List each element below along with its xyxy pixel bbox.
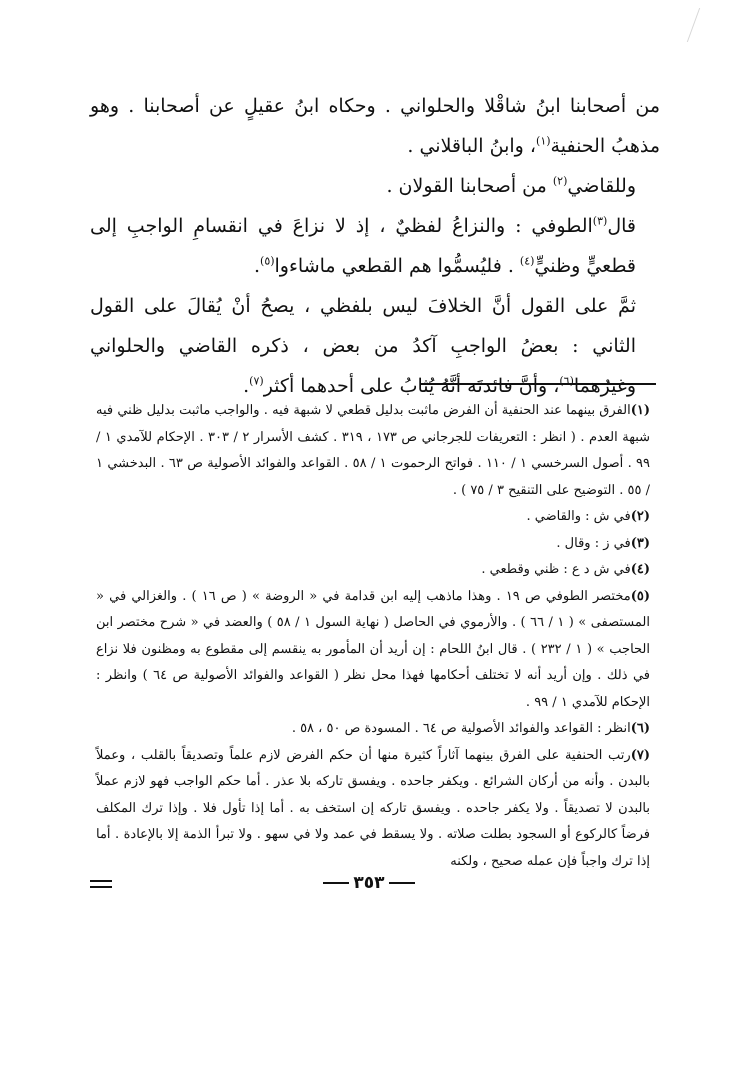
page-number-dash [323, 882, 349, 884]
footnote-3: (٣)في ز : وقال . [556, 535, 650, 551]
footnote-ref-3[interactable]: (٣) [592, 214, 608, 228]
paragraph-3: قال$^{(٣)}$الطوفي : والنزاعُ لفظيٌ ، إذ لا نزاعَ في انقسامِ الواجبِ إلى قطعيٍّ وظنيٍّ$^{(٤)}$ . فليُسمُّوا هم القطعي ماشاءوا$^{(٥)}$. [90, 214, 636, 277]
paragraph-1: من أصحابنا ابنُ شاقْلا والحلواني . وحكاه ابنُ عقيلٍ عن أصحابنا . وهو مذهبُ الحنفية$^{(١)}$، وابنُ الباقلاني . [90, 95, 660, 157]
footnote-ref-2[interactable]: (٢) [552, 174, 568, 188]
footnote-5: (٥)مختصر الطوفي ص ١٩ . وهذا ماذهب إليه ابن قدامة في « الروضة » ( ص ١٦ ) . والغزالي في « المستصفى » ( ١ / ٦٦ ) . والأرموي في الحاصل ( نهاية السول ١ / ٥٨ ) والعضد في « شرح مختصر ابن الحاجب » ( ١ / ٢٣٢ ) . قال ابنُ اللحام : إن أريد أن المأمور به ينقسم إلى مقطوع به ومظنون فلا نزاع في ذلك . وإن أريد أنه لا تختلف أحكامها فهذا محل نظر ( القواعد والفوائد الأصولية ص ٦٤ ) وانظر : الإحكام للآمدي ١ / ٩٩ . [96, 588, 651, 710]
footnote-4: (٤)في ش د ع : ظني وقطعي . [481, 562, 650, 577]
continuation-mark [90, 880, 112, 892]
paragraph-4: ثمَّ على القول أنَّ الخلافَ ليس بلفظي ، يصحُ أنْ يُقالَ على القول الثاني : بعضُ الواجبِ آكدُ من بعض ، ذكره القاضي والحلواني وغيرُهما$^{(٦)}$، وأنَّ فائدتَه أنَّهُ يُثابُ على أحدهما أكثر$^{(٧)}$. [90, 295, 636, 397]
footnotes [96, 398, 650, 875]
footnote-ref-7[interactable]: (٧) [249, 374, 264, 388]
footnote-1: (١)الفرق بينهما عند الحنفية أن الفرض ماثبت بدليل قطعي لا شبهة فيه . والواجب ماثبت بدليل ظني فيه شبهة العدم . ( انظر : التعريفات للجرجاني ص ١٧٣ ، ٣١٩ . كشف الأسرار ٢ / ٣٠٣ . الإحكام للآمدي ١ / ٩٩ . أصول السرخسي ١ / ١١٠ . فواتح الرحموت ١ / ٥٨ . القواعد والفوائد الأصولية ص ٦٣ . البدخشي ١ / ٥٥ . التوضيح على التنقيح ٣ / ٧٥ ) . [96, 403, 651, 498]
footnote-divider [420, 383, 656, 385]
footnote-2: (٢)في ش : والقاضي . [526, 509, 650, 524]
footnote-ref-5[interactable]: (٥) [260, 254, 275, 268]
footnote-6: (٦)انظر : القواعد والفوائد الأصولية ص ٦٤ . المسودة ص ٥٠ ، ٥٨ . [291, 721, 650, 736]
paragraph-2: وللقاضي$^{(٢)}$ من أصحابنا القولان . [386, 174, 636, 197]
footnote-ref-4[interactable]: (٤) [519, 254, 535, 268]
footnote-ref-1[interactable]: (١) [536, 134, 551, 148]
corner-mark [675, 8, 700, 42]
page-number-dash [389, 882, 415, 884]
footnote-ref-6[interactable]: (٦) [559, 374, 574, 388]
main-text [90, 86, 660, 406]
page-number: ٣٥٣ [0, 873, 738, 893]
footnote-7: (٧)رتب الحنفية على الفرق بينهما آثاراً كثيرة منها أن حكم الفرض لازم علماً وتصديقاً بالقلب ، وعملاً بالبدن . وأنه من أركان الشرائع . ويكفر جاحده . ويفسق تاركه بلا عذر . أما حكم الواجب فهو لازم عملاً بالبدن لا تصديقاً . ولا يكفر جاحده . ويفسق تاركه إن استخف به . أما إذا تأول فلا . وإذا ترك المكلف فرضاً كالركوع أو السجود بطلت صلاته . ولا يسقط في عمد ولا في سهو . ولا تبرأ الذمة إلا بالإعادة . أما إذا ترك واجباً فإن عمله صحيح ، ولكنه [96, 747, 650, 869]
